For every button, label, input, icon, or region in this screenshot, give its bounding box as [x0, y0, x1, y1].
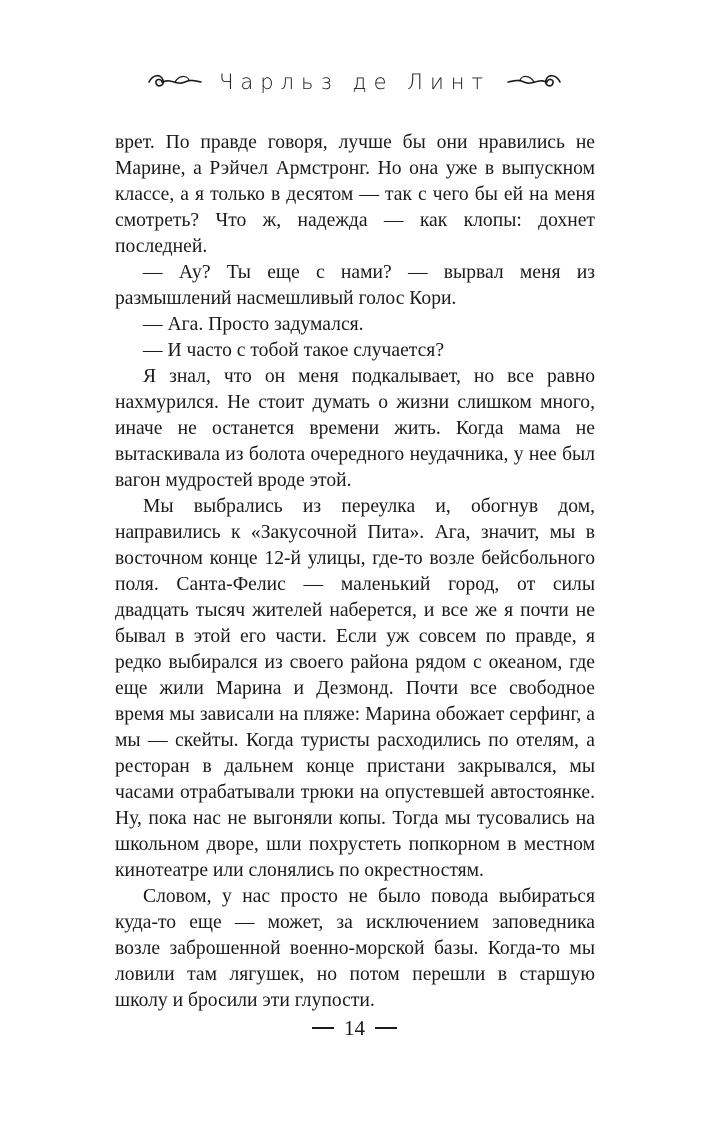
page-footer — [0, 1016, 709, 1040]
book-author: Чарльз де Линт — [218, 70, 491, 94]
dialogue-line: — И часто с тобой такое случается? — [143, 340, 445, 361]
page-number: 14 — [344, 1016, 365, 1040]
paragraph: Мы выбрались из переулка и, обогнув дом, направились к «Закусочной Пита». Ага, значит, мы в восточном конце 12-й улицы, где-то возле бейсбольного поля. Санта-Фелис — маленький город, от силы двадцать тысяч жителей наберется, и все же я почти не бывал в этой его части. Если уж совсем по правде, я редко выбирался из своего района рядом с океаном, где еще жили Марина и Дезмонд. Почти все свободное время мы зависали на пляже: Марина обожает серфинг, а мы — скейты. Когда туристы расходились по отелям, а ресторан в дальнем конце пристани закрывался, мы часами отрабатывали трюки на опустевшей автостоянке. Ну, пока нас не выгоняли копы. Тогда мы тусовались на школьном дворе, шли похрустеть попкорном в местном кинотеатре или слонялись по окрестностям. — [115, 496, 595, 881]
scroll-ornament-left-icon — [145, 71, 203, 93]
paragraph-continued: врет. По правде говоря, лучше бы они нравились не Марине, а Рэйчел Армстронг. Но она уже в выпускном классе, а я только в десятом — так с чего бы ей на меня смотреть? Что ж, надежда — как клопы: дохнет последней. — [115, 132, 595, 257]
running-header — [0, 62, 709, 102]
scroll-ornament-right-icon — [506, 71, 564, 93]
dialogue-line: — Ау? Ты еще с нами? — вырвал меня из размышлений насмешливый голос Кори. — [115, 262, 595, 309]
dialogue-line: — Ага. Просто задумался. — [143, 314, 364, 335]
paragraph: Словом, у нас просто не было повода выбираться куда-то еще — может, за исключением заповедника возле заброшенной военно-морской базы. Когда-то мы ловили там лягушек, но потом перешли в старшую школу и бросили эти глупости. — [115, 886, 595, 1011]
body-text — [115, 130, 595, 1014]
paragraph: Я знал, что он меня подкалывает, но все равно нахмурился. Не стоит думать о жизни слишком много, иначе не останется времени жить. Когда мама не вытаскивала из болота очередного неудачника, у нее был вагон мудростей вроде этой. — [115, 366, 595, 491]
folio-dash-left — [312, 1027, 334, 1029]
folio-dash-right — [375, 1027, 397, 1029]
